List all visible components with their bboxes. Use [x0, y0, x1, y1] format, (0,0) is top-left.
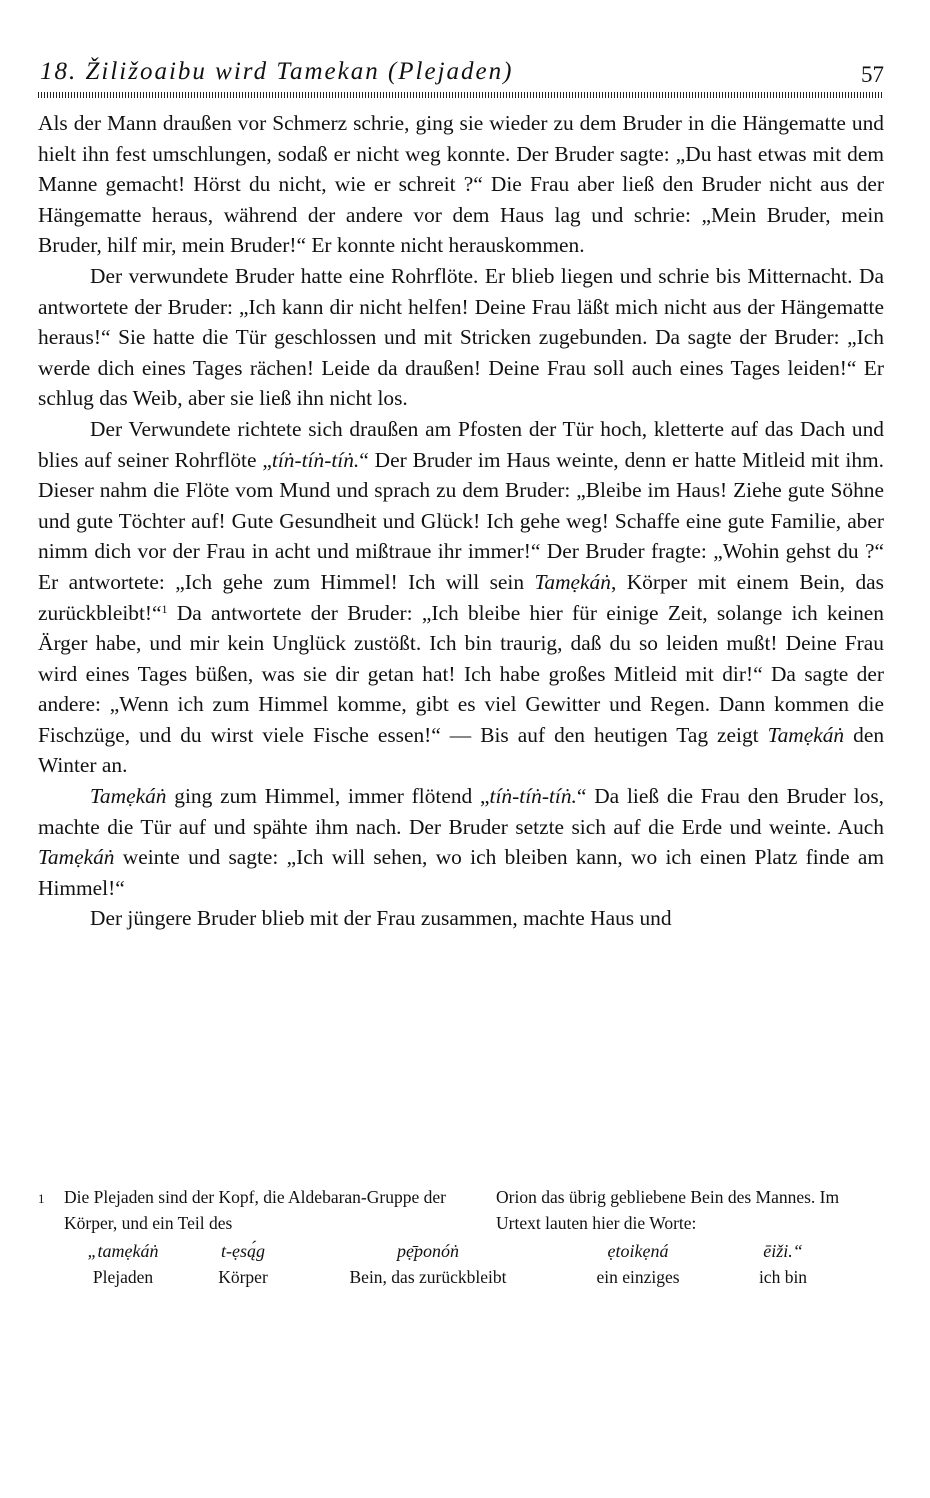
gloss-entry: [298, 1238, 558, 1290]
footnote-left-text: Die Plejaden sind der Kopf, die Aldebaran-Gruppe der Körper, und ein Teil des: [64, 1187, 446, 1233]
text-run: “ Da ließ die Frau den Bruder los, machte die Tür auf und spähte ihm nach. Der Bruder setzte sich auf die Erde und weinte. Auch: [38, 784, 884, 839]
book-page: [38, 58, 885, 1287]
running-title: 18. Žiližoaibu wird Tamekan (Plejaden): [40, 58, 514, 85]
page-number: 57: [861, 62, 884, 87]
footnote-right-text: Orion das übrig gebliebene Bein des Mannes. Im Urtext lauten hier die Worte:: [496, 1187, 840, 1233]
interlinear-gloss: [38, 1238, 848, 1290]
italic-text: Tamẹkáṅ: [767, 722, 845, 747]
gloss-word: „tamẹkáṅ: [87, 1241, 159, 1261]
gloss-word: ẹtoikẹná: [607, 1241, 669, 1261]
text-run: ging zum Himmel, immer flötend „: [166, 784, 490, 809]
paragraph: [38, 414, 884, 781]
gloss-word: pẹ̄ponóṅ: [397, 1241, 459, 1261]
paragraph: [38, 781, 884, 903]
text-run: , Körper mit einem Bein, das zurückbleibt!“: [38, 569, 885, 625]
gloss-meaning: Plejaden: [92, 1267, 154, 1287]
footnotes: [38, 1184, 884, 1290]
gloss-entry: [58, 1238, 188, 1290]
text-run: Der Verwundete richtete sich draußen am Pfosten der Tür hoch, kletterte auf das Dach und blies auf seiner Rohrflöte „: [38, 416, 884, 472]
paragraph: [38, 903, 884, 934]
text-run: Der jüngere Bruder blieb mit der Frau zusammen, machte Haus und: [90, 906, 672, 931]
gloss-meaning: ich bin: [758, 1267, 808, 1287]
footnote-left-column: [38, 1184, 456, 1236]
text-run: Als der Mann draußen vor Schmerz schrie, ging sie wieder zu dem Bruder in die Hängematte und hielt ihn fest umschlungen, sodaß er nicht weg konnte. Der Bruder sagte: „Du hast etwas mit dem Manne gemacht! Hörst du nicht, wie er schreit ?“ Die Frau aber ließ den Bruder nicht aus der Hängematte heraus, während der andere vor dem Haus lag und schrie: „Mein Bruder, mein Bruder, hilf mir, mein Bruder!“ Er konnte nicht herauskommen.: [38, 111, 884, 258]
body-text: [38, 108, 884, 934]
gloss-meaning: Körper: [218, 1267, 268, 1287]
gloss-word: t-ẹsą́g: [221, 1241, 265, 1261]
gloss-meaning: ein einziges: [596, 1267, 680, 1287]
running-head: [38, 58, 884, 88]
italic-text: Tamẹkáṅ: [38, 845, 115, 870]
header-rule: [38, 92, 884, 98]
text-run: “ Der Bruder im Haus weinte, denn er hatte Mitleid mit ihm. Dieser nahm die Flöte vom Mund und sprach zu dem Bruder: „Bleibe im Haus! Ziehe gute Söhne und gute Töchter auf! Gute Gesundheit und Glück! Ich gehe weg! Schaffe eine gute Familie, aber nimm dich vor der Frau in acht und mißtraue ihr immer!“ Der Bruder fragte: „Wohin gehst du ?“ Er antwortete: „Ich gehe zum Himmel! Ich will sein: [38, 447, 885, 594]
gloss-word: ēiži.“: [763, 1241, 803, 1261]
italic-text: tíṅ-tíṅ-tíṅ.: [271, 447, 360, 472]
gloss-entry: [188, 1238, 298, 1290]
gloss-meaning: Bein, das zurückbleibt: [349, 1267, 507, 1287]
text-run: Da antwortete der Bruder: „Ich bleibe hier für einige Zeit, solange ich keinen Ärger habe, und mir kein Unglück zustößt. Ich bin traurig, daß du so leiden mußt! Deine Frau wird eines Tages büßen, was sie dir getan hat! Ich habe großes Mitleid mit dir!“ Da sagte der andere: „Wenn ich zum Himmel komme, gibt es viel Gewitter und Regen. Dann kommen die Fischzüge, und du wirst viele Fische essen!“ — Bis auf den heutigen Tag zeigt: [38, 600, 884, 747]
footnote-reference: 1: [161, 601, 168, 616]
italic-text: tíṅ-tíṅ-tíṅ.: [489, 784, 577, 809]
text-run: Der verwundete Bruder hatte eine Rohrflöte. Er blieb liegen und schrie bis Mitternacht. Da antwortete der Bruder: „Ich kann dir nicht helfen! Deine Frau läßt mich nicht aus der Hängematte heraus!“ Sie hatte die Tür geschlossen und mit Stricken zugebunden. Da sagte der Bruder: „Ich werde dich eines Tages rächen! Leide da draußen! Deine Frau soll auch eines Tages leiden!“ Er schlug das Weib, aber sie ließ ihn nicht los.: [38, 263, 884, 411]
gloss-entry: [558, 1238, 718, 1290]
text-run: weinte und sagte: „Ich will sehen, wo ich bleiben kann, wo ich einen Platz finde am Himmel!“: [38, 845, 884, 900]
paragraph: [38, 108, 884, 261]
italic-text: Tamẹkáṅ: [90, 784, 167, 809]
footnote-marker: 1: [38, 1191, 45, 1206]
italic-text: Tamẹkáṅ: [534, 569, 611, 594]
gloss-entry: [718, 1238, 848, 1290]
text-run: den Winter an.: [38, 722, 885, 778]
paragraph: [38, 261, 884, 414]
